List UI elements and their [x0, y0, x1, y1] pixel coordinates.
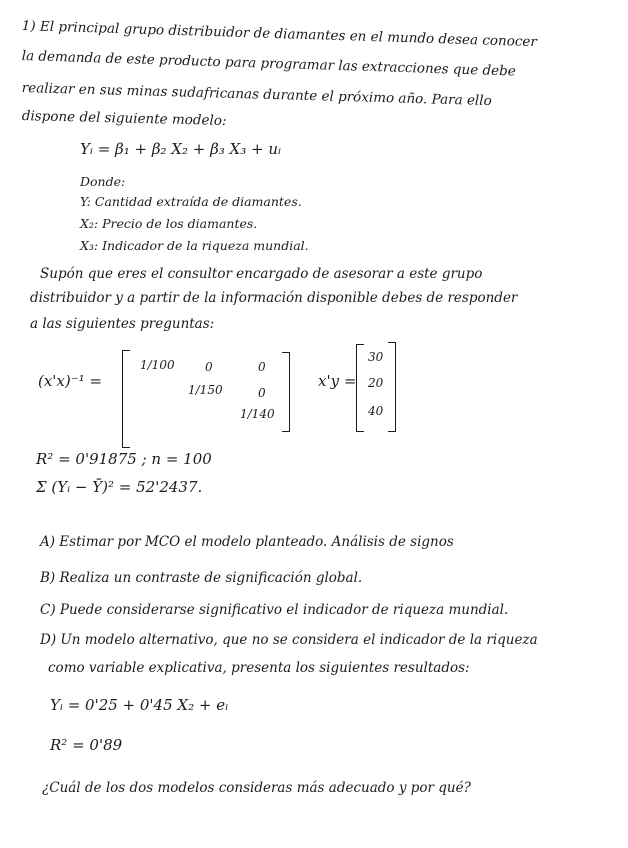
- xx-cell-3-3: 1/140: [240, 407, 275, 421]
- question-d-line-2: como variable explicativa, presenta los siguientes resultados:: [48, 660, 470, 676]
- context-line-3: a las siguientes preguntas:: [30, 316, 215, 332]
- xy-vector-left-bracket: [356, 344, 364, 432]
- question-c: C) Puede considerarse significativo el indicador de riqueza mundial.: [40, 602, 509, 618]
- question-a: A) Estimar por MCO el modelo planteado. Análisis de signos: [40, 534, 454, 550]
- donde-label: Donde:: [80, 174, 126, 189]
- xx-cell-2-2: 1/150: [188, 383, 223, 397]
- intro-line-1: 1) El principal grupo distribuidor de diamantes en el mundo desea conocer: [21, 18, 538, 51]
- intro-line-2: la demanda de este producto para programar las extracciones que debe: [21, 48, 516, 80]
- xx-cell-1-1: 1/100: [140, 358, 175, 372]
- xx-cell-1-3: 0: [258, 360, 266, 374]
- xx-matrix-right-bracket: [282, 352, 290, 432]
- sum-of-squares-statistic: Σ (Yᵢ − Ȳ)² = 52'2437.: [36, 478, 203, 496]
- variable-x2-definition: X₂: Precio de los diamantes.: [80, 216, 258, 231]
- variable-x3-definition: X₃: Indicador de la riqueza mundial.: [80, 238, 309, 253]
- intro-line-4: dispone del siguiente modelo:: [21, 108, 227, 129]
- question-d-line-1: D) Un modelo alternativo, que no se considera el indicador de la riqueza: [40, 632, 538, 648]
- context-line-1: Supón que eres el consultor encargado de asesorar a este grupo: [40, 266, 483, 282]
- alternative-model-equation: Yᵢ = 0'25 + 0'45 X₂ + eᵢ: [50, 696, 229, 714]
- xx-cell-1-2: 0: [205, 360, 213, 374]
- context-line-2: distribuidor y a partir de la información disponible debes de responder: [30, 290, 518, 306]
- final-question: ¿Cuál de los dos modelos consideras más adecuado y por qué?: [42, 780, 471, 796]
- variable-y-definition: Y: Cantidad extraída de diamantes.: [80, 194, 302, 209]
- question-b: B) Realiza un contraste de significación global.: [40, 570, 363, 586]
- r-squared-statistic: R² = 0'91875 ; n = 100: [36, 450, 212, 468]
- xx-inverse-label: (x'x)⁻¹ =: [38, 372, 103, 390]
- xx-matrix-left-bracket: [122, 350, 130, 448]
- xy-vector-right-bracket: [388, 342, 396, 432]
- model-equation: Yᵢ = β₁ + β₂ X₂ + β₃ X₃ + uᵢ: [80, 140, 281, 158]
- xy-cell-3: 40: [368, 404, 384, 418]
- xy-cell-1: 30: [368, 350, 384, 364]
- xy-label: x'y =: [318, 372, 357, 390]
- alternative-model-r-squared: R² = 0'89: [50, 736, 123, 754]
- intro-line-3: realizar en sus minas sudafricanas durante el próximo año. Para ello: [21, 80, 492, 110]
- xy-cell-2: 20: [368, 376, 384, 390]
- xx-cell-2-3: 0: [258, 386, 266, 400]
